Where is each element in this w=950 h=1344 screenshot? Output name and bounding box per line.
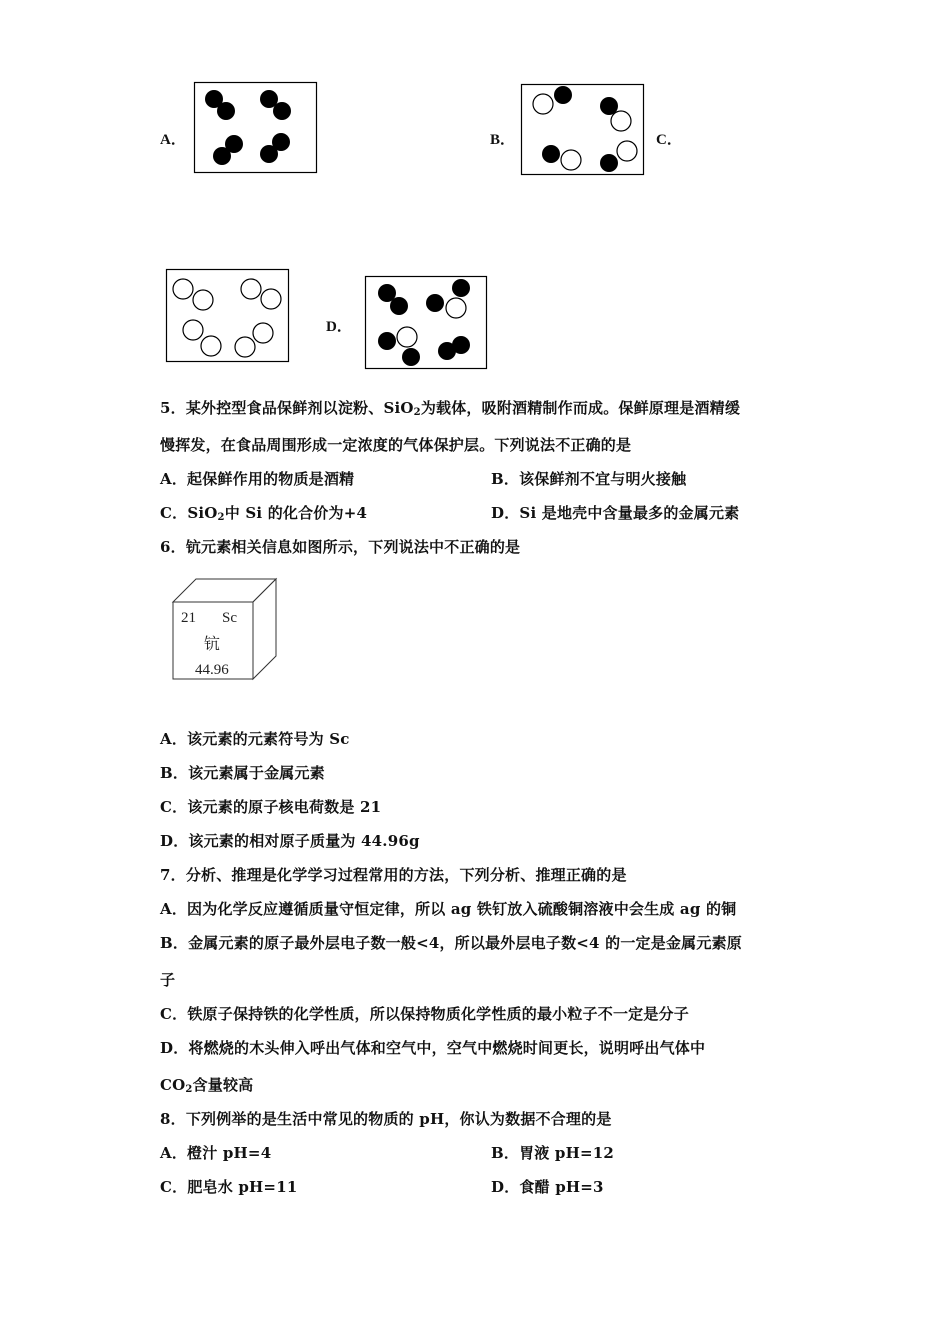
atomic-number: 21 (181, 610, 196, 626)
atom-black (426, 294, 444, 312)
q5-option-d: D．Si 是地壳中含量最多的金属元素 (491, 504, 740, 522)
q6-stem: 6．钪元素相关信息如图所示，下列说法中不正确的是 (160, 538, 521, 556)
atom-white (561, 150, 581, 170)
q5-stem-line2: 慢挥发，在食品周围形成一定浓度的气体保护层。下列说法不正确的是 (160, 436, 632, 454)
q5-option-b: B．该保鲜剂不宜与明火接触 (491, 470, 687, 488)
diagram-b (521, 84, 645, 176)
q7-option-c: C．铁原子保持铁的化学性质，所以保持物质化学性质的最小粒子不一定是分子 (160, 1005, 689, 1023)
q6-option-c: C．该元素的原子核电荷数是 21 (160, 798, 382, 816)
option-d-label: D． (326, 319, 352, 335)
atom-black (452, 279, 470, 297)
atom-white (253, 323, 273, 343)
atom-white (193, 290, 213, 310)
atom-black (273, 102, 291, 120)
atomic-mass: 44.96 (195, 662, 229, 678)
atom-white (201, 336, 221, 356)
element-cube (170, 576, 280, 682)
q5-option-c: C．SiO$_2$中 Si 的化合价为+4 (160, 504, 368, 523)
atom-black (402, 348, 420, 366)
atom-white (235, 337, 255, 357)
q5-stem-line1: 5．某外控型食品保鲜剂以淀粉、SiO$_2$为载体，吸附酒精制作而成。保鲜原理是酒精缓 (160, 399, 741, 418)
atom-black (600, 154, 618, 172)
q7-option-a: A．因为化学反应遵循质量守恒定律，所以 ag 铁钉放入硫酸铜溶液中会生成 ag 的铜 (160, 900, 737, 918)
q8-option-d: D．食醋 pH=3 (491, 1178, 604, 1196)
atom-black (554, 86, 572, 104)
q7-option-b-line1: B．金属元素的原子最外层电子数一般<4，所以最外层电子数<4 的一定是金属元素原 (160, 934, 742, 952)
atom-white (183, 320, 203, 340)
atom-black (378, 332, 396, 350)
q6-option-d: D．该元素的相对原子质量为 44.96g (160, 832, 420, 850)
q6-option-a: A．该元素的元素符号为 Sc (160, 730, 350, 748)
q7-option-d-line2: $CO_2$含量较高 (160, 1076, 254, 1095)
atom-white (611, 111, 631, 131)
option-c-label: C． (656, 132, 682, 148)
q5-option-a: A．起保鲜作用的物质是酒精 (160, 470, 355, 488)
atom-black (213, 147, 231, 165)
atom-white (397, 327, 417, 347)
atom-white (617, 141, 637, 161)
diagram-c (166, 269, 290, 363)
q8-option-a: A．橙汁 pH=4 (160, 1144, 272, 1162)
diagram-a (194, 82, 318, 174)
diagram-d (365, 276, 489, 370)
option-a-label: A． (160, 132, 186, 148)
atom-black (260, 145, 278, 163)
atom-black (217, 102, 235, 120)
option-b-label: B． (490, 132, 516, 148)
q7-stem: 7．分析、推理是化学学习过程常用的方法，下列分析、推理正确的是 (160, 866, 627, 884)
atom-white (261, 289, 281, 309)
atom-white (533, 94, 553, 114)
element-name: 钪 (204, 634, 221, 653)
atom-white (173, 279, 193, 299)
q8-option-b: B．胃液 pH=12 (491, 1144, 615, 1162)
atom-black (452, 336, 470, 354)
atom-white (241, 279, 261, 299)
q8-stem: 8．下列例举的是生活中常见的物质的 pH，你认为数据不合理的是 (160, 1110, 612, 1128)
q6-option-b: B．该元素属于金属元素 (160, 764, 325, 782)
q8-option-c: C．肥皂水 pH=11 (160, 1178, 298, 1196)
atom-black (542, 145, 560, 163)
q7-option-d-line1: D．将燃烧的木头伸入呼出气体和空气中，空气中燃烧时间更长，说明呼出气体中 (160, 1039, 706, 1057)
element-symbol: Sc (222, 610, 237, 626)
q7-option-b-line2: 子 (160, 971, 176, 989)
atom-white (446, 298, 466, 318)
atom-black (390, 297, 408, 315)
